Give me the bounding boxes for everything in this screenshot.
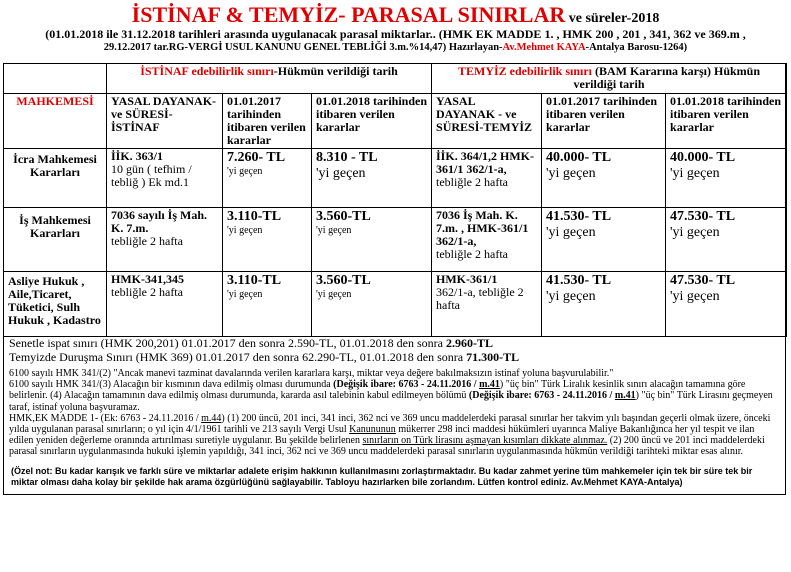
col-2018-temyiz: 01.01.2018 tarihinden itibaren verilen kararlar [666,94,787,149]
row-istinaf-2018-value: 8.310 - TL [316,150,378,165]
senetle-text: Senetle ispat sınırı (HMK 200,201) 01.01.2017 den sonra 2.590-TL, 01.01.2018 den sonra [9,336,446,350]
row-temyiz-2018 [666,272,787,337]
note-ek-c: ) (1) 200 üncü, 201 inci, 341 inci, 362 nci ve 369 uncu maddelerdeki parasal sınırlar her takvim yılı başından geçerli olmak üzere, önceki yılda uygulanan parasal sınırların; o yıl için 4/1/1961 tarihli ve 213 sayılı Vergi Usul [9,412,771,436]
row-yasal-temyiz-bold: HMK-361/1 [436,272,498,286]
header-temyiz-red: TEMYİZ edebilirlik sınırı [458,64,593,78]
row-yasal-istinaf-rest: tebliğle 2 hafta [111,234,183,248]
col-2017-istinaf: 01.01.2017 tarihinden itibaren verilen kararlar [223,94,312,149]
footer-section [3,336,786,488]
row-istinaf-2018-sub: 'yi geçen [316,225,352,236]
row-temyiz-2017-sub: 'yi geçen [546,225,596,240]
row-yasal-istinaf [107,208,223,272]
durusma-text: Temyizde Duruşma Sınırı (HMK 369) 01.01.2017 den sonra 62.290-TL, 01.01.2018 den sonra [9,350,467,364]
row-mahkeme: İcra Mahkemesi Kararları [4,149,107,208]
note-341-3-e: (Değişik ibare: 6763 - 24.11.2016 / [468,390,615,402]
row-istinaf-2018-sub: 'yi geçen [316,289,352,300]
notes-block [3,368,786,458]
table-row [4,208,787,272]
row-istinaf-2017-sub: 'yi geçen [227,166,263,177]
row-mahkeme: Asliye Hukuk , Aile,Ticaret, Tüketici, Sulh Hukuk , Kadastro [4,272,107,337]
row-yasal-temyiz-bold: İİK. 364/1,2 HMK-361/1 362/1-a, [436,149,535,176]
note-341-3-d: ) "üç bin" Türk Liralık kesinlik sınırı alacağın tamamına göre belirlenir. (4) Alacağın tamamının dava edilmiş olması durumunda, kararda asıl talebinin kabul edilmeyen bölümü [9,379,746,402]
note-ek-f: sınırların on Türk lirasını aşmayan kısımları dikkate alınmaz. [362,435,608,447]
row-istinaf-2017-value: 7.260- TL [227,150,286,165]
row-yasal-istinaf-bold: HMK-341,345 [111,272,184,286]
row-yasal-temyiz-rest: 362/1-a, tebliğle 2 hafta [436,285,524,312]
row-mahkeme: İş Mahkemesi Kararları [4,208,107,272]
note-ek-link[interactable]: m.44 [201,412,222,424]
row-yasal-temyiz-rest: tebliğle 2 hafta [436,175,508,189]
row-istinaf-2018-sub: 'yi geçen [316,166,366,181]
durusma-value: 71.300-TL [466,350,520,364]
header-temyiz-rest: (BAM Kararına karşı) Hükmün verildiği tarih [573,64,761,91]
note-ek-kanun-link[interactable]: Kanununun [349,424,396,436]
row-temyiz-2018-sub: 'yi geçen [670,166,720,181]
note-ek-a: HMK,EK MADDE 1- (Ek: 6763 - 24.11.2016 / [9,412,202,424]
col-yasal-temyiz: YASAL DAYANAK - ve SÜRESİ-TEMYİZ [432,94,542,149]
row-temyiz-2017-value: 40.000- TL [546,150,612,165]
row-temyiz-2018-value: 47.530- TL [670,209,736,224]
table-header-row-1 [4,64,787,94]
special-note: (Özel not: Bu kadar karışık ve farklı süre ve miktarlar adalete erişim hakkının kullanılmasını zorlaştırmaktadır. Bu kadar zahmet yerine tüm mahkemeler için tek bir süre tek bir miktar olması daha kolay bir şekilde hak arama özgürlüğünü sağlayabilir. Tabloyu hazırlarken bile zorlandım. Lütfen kontrol ediniz. Av.Mehmet KAYA-Antalya) [11,465,753,487]
row-yasal-istinaf [107,272,223,337]
table-row [4,272,787,337]
table-row [4,149,787,208]
row-yasal-temyiz-rest: tebliğle 2 hafta [436,247,508,261]
row-temyiz-2018-value: 40.000- TL [670,150,736,165]
row-yasal-istinaf [107,149,223,208]
row-temyiz-2017-value: 41.530- TL [546,273,612,288]
note-341-2: 6100 sayılı HMK 341/(2) "Ancak manevi tazminat davalarında verilen kararlara karşı, miktar veya değere bakılmaksızın istinaf yoluna başvurulabilir." [9,368,614,379]
row-istinaf-2018 [312,149,432,208]
page-title [0,2,791,28]
title-main: İSTİNAF & TEMYİZ- PARASAL SINIRLAR [131,2,566,27]
row-yasal-temyiz [432,149,542,208]
note-341-3-a: 6100 sayılı HMK 341/(3) Alacağın bir kısmının dava edilmiş olması durumunda [9,379,334,391]
senetle-value: 2.960-TL [445,336,493,350]
row-temyiz-2018-sub: 'yi geçen [670,225,720,240]
row-temyiz-2017-sub: 'yi geçen [546,289,596,304]
row-temyiz-2017-value: 41.530- TL [546,209,612,224]
title-suffix: ve süreler-2018 [565,11,660,26]
col-2018-istinaf: 01.01.2018 tarihinden itibaren verilen kararlar [312,94,432,149]
row-yasal-temyiz [432,208,542,272]
row-temyiz-2017-sub: 'yi geçen [546,166,596,181]
limits-table [3,63,787,337]
row-istinaf-2017 [223,149,312,208]
note-341-3-g: ) "üç bin" Türk Lirasını geçmeyen taraf, istinaf yoluna başvuramaz. [9,390,773,413]
table-header-row-2 [4,94,787,149]
row-istinaf-2017 [223,272,312,337]
header-istinaf-rest: -Hükmün verildiği tarih [273,64,398,78]
subtitle-line2-prefix: 29.12.2017 tar.RG-VERGİ USUL KANUNU GENEL TEBLİĞİ 3.m.%14,47) Hazırlayan- [103,42,503,53]
row-istinaf-2018 [312,208,432,272]
row-istinaf-2017-sub: 'yi geçen [227,289,263,300]
note-341-3 [9,379,780,413]
note-ek-madde [9,413,780,458]
row-yasal-temyiz [432,272,542,337]
col-yasal-istinaf: YASAL DAYANAK-ve SÜRESİ-İSTİNAF [107,94,223,149]
col-2017-temyiz: 01.01.2017 tarihinden itibaren verilen kararlar [542,94,666,149]
row-yasal-istinaf-rest: tebliğle 2 hafta [111,285,183,299]
header-blank [4,64,107,94]
note-ek-g: (2) 200 üncü ve 201 inci maddelerdeki parasal sınırların uygulanmasında hukuki işlemin yapıldığı, 341 inci, 362 nci ve 369 uncu maddelerdeki parasal sınırların uygulanmasında hükmün verildiği tarihteki miktar esas alınır. [9,435,765,458]
author-name: Av.Mehmet KAYA [502,42,586,53]
note-341-3-b: (Değişik ibare: 6763 - 24.11.2016 / [333,379,480,391]
header-istinaf [107,64,432,94]
row-yasal-istinaf-bold: 7036 sayılı İş Mah. K. 7.m. [111,208,208,235]
row-istinaf-2017-value: 3.110-TL [227,273,282,288]
subtitle-line2 [0,42,791,53]
row-temyiz-2018-sub: 'yi geçen [670,289,720,304]
row-istinaf-2018-value: 3.560-TL [316,209,371,224]
row-temyiz-2018 [666,149,787,208]
durusma-line [3,350,786,364]
row-istinaf-2017 [223,208,312,272]
row-temyiz-2018 [666,208,787,272]
row-istinaf-2018 [312,272,432,337]
row-istinaf-2017-value: 3.110-TL [227,209,282,224]
note-341-3-link2[interactable]: m.41 [614,390,636,402]
row-yasal-istinaf-rest: 10 gün ( tefhim / tebliğ ) Ek md.1 [111,162,192,189]
row-istinaf-2018-value: 3.560-TL [316,273,371,288]
row-temyiz-2017 [542,272,666,337]
subtitle-line1: (01.01.2018 ile 31.12.2018 tarihleri arasında uygulanacak parasal miktarlar.. (HMK EK MADDE 1. , HMK 200 , 201 , 341, 362 ve 369.m , [45,27,746,41]
senetle-line [3,336,786,350]
note-ek-e: mükerrer 298 inci maddesi hükümleri uyarınca Maliye Bakanlığınca her yıl tespit ve ilan edilen yeniden değerleme oranında artırılması suretiyle uygulanır. Bu şekilde belirlenen [9,424,755,447]
row-temyiz-2017 [542,208,666,272]
subtitle-line2-suffix: -Antalya Barosu-1264) [585,42,688,53]
col-mahkemesi: MAHKEMESİ [4,94,107,149]
row-istinaf-2017-sub: 'yi geçen [227,225,263,236]
header-temyiz [432,64,787,94]
note-341-3-link[interactable]: m.41 [479,379,500,391]
row-yasal-temyiz-bold: 7036 İş Mah. K. 7.m. , HMK-361/1 362/1-a, [436,208,529,248]
row-temyiz-2017 [542,149,666,208]
row-yasal-istinaf-bold: İİK. 363/1 [111,149,164,163]
row-temyiz-2018-value: 47.530- TL [670,273,736,288]
header-istinaf-red: İSTİNAF edebilirlik sınırı [140,64,274,78]
